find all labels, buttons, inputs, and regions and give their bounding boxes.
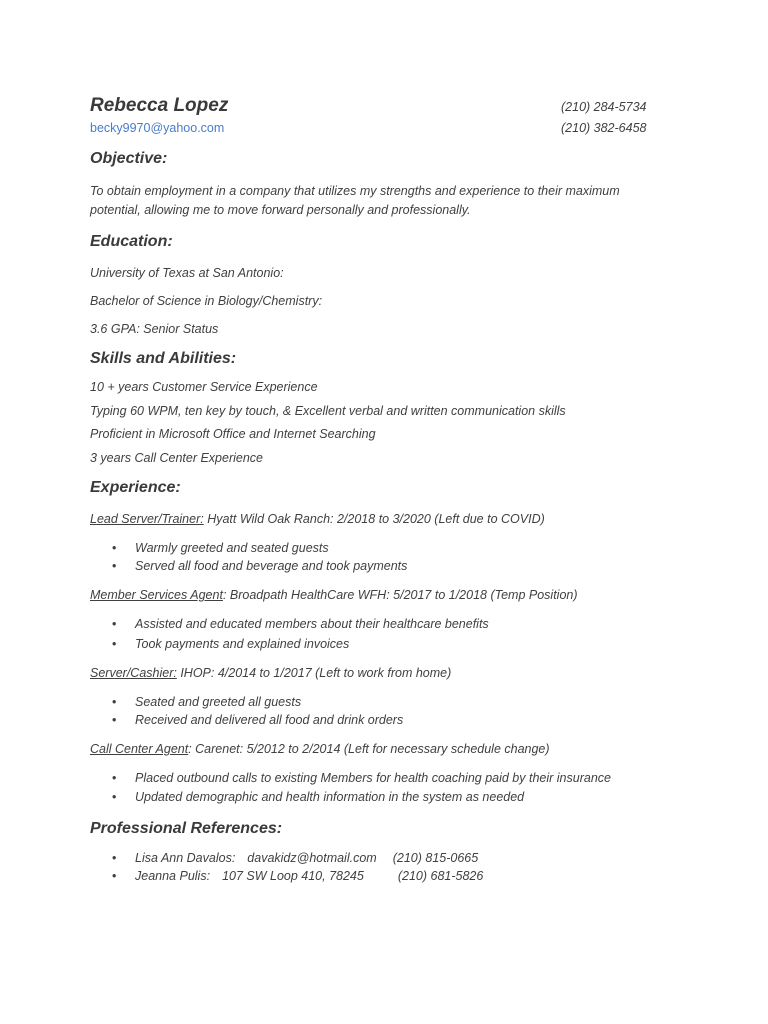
list-item [112,617,489,631]
bullet-icon: • [112,559,117,573]
job-duty: Placed outbound calls to existing Members for health coaching paid by their insurance [135,771,611,785]
skill-line: 10 + years Customer Service Experience [90,380,318,394]
list-item [112,637,349,651]
skill-line: Typing 60 WPM, ten key by touch, & Excellent verbal and written communication skills [90,404,566,418]
skill-line: 3 years Call Center Experience [90,451,263,465]
skill-line: Proficient in Microsoft Office and Internet Searching [90,427,376,441]
job-detail: IHOP: 4/2014 to 1/2017 (Left to work from home) [176,666,452,680]
education-heading: Education: [90,233,173,250]
experience-heading: Experience: [90,479,181,496]
reference-phone: (210) 681-5826 [397,869,484,883]
job-line [90,588,578,602]
reference-contact: 107 SW Loop 410, 78245 [222,869,364,883]
reference-name: Jeanna Pulis: [135,869,211,883]
email-link[interactable]: becky9970@yahoo.com [90,121,225,135]
job-detail: : Carenet: 5/2012 to 2/2014 (Left for necessary schedule change) [188,742,550,756]
list-item [112,771,611,785]
bullet-icon: • [112,869,117,883]
job-title: Lead Server/Trainer: [90,512,204,526]
bullet-icon: • [112,713,117,727]
job-title: Call Center Agent [90,742,189,756]
job-detail: Hyatt Wild Oak Ranch: 2/2018 to 3/2020 (Left due to COVID) [203,512,545,526]
bullet-icon: • [112,637,117,651]
bullet-icon: • [112,541,117,555]
job-line [90,742,550,756]
list-item [112,559,407,573]
phone-primary: (210) 284-5734 [561,100,647,114]
job-title: Server/Cashier: [90,666,177,680]
phone-secondary: (210) 382-6458 [561,121,647,135]
objective-heading: Objective: [90,150,168,167]
bullet-icon: • [112,617,117,631]
reference-contact: davakidz@hotmail.com [247,851,377,865]
reference-item [112,851,478,865]
job-duty: Seated and greeted all guests [135,695,302,709]
job-duty: Warmly greeted and seated guests [135,541,329,555]
list-item [112,790,524,804]
bullet-icon: • [112,790,117,804]
education-line: Bachelor of Science in Biology/Chemistry: [90,294,323,308]
job-duty: Updated demographic and health information in the system as needed [135,790,525,804]
job-line [90,512,545,526]
job-detail: : Broadpath HealthCare WFH: 5/2017 to 1/2018 (Temp Position) [222,588,578,602]
job-duty: Served all food and beverage and took payments [135,559,408,573]
bullet-icon: • [112,771,117,785]
job-duty: Received and delivered all food and drink orders [135,713,404,727]
applicant-name: Rebecca Lopez [90,95,229,116]
objective-text: To obtain employment in a company that utilizes my strengths and experience to their maximum potential, allowing me to move forward personally and professionally. [90,184,620,217]
skills-heading: Skills and Abilities: [90,350,237,367]
education-line: 3.6 GPA: Senior Status [90,322,219,336]
job-line [90,666,451,680]
bullet-icon: • [112,851,117,865]
job-duty: Assisted and educated members about their healthcare benefits [135,617,489,631]
list-item [112,713,403,727]
job-title: Member Services Agent [90,588,223,602]
reference-phone: (210) 815-0665 [392,851,479,865]
references-heading: Professional References: [90,820,283,837]
list-item [112,695,301,709]
bullet-icon: • [112,695,117,709]
reference-item [112,869,483,883]
job-duty: Took payments and explained invoices [135,637,350,651]
education-line: University of Texas at San Antonio: [90,266,284,280]
reference-name: Lisa Ann Davalos: [135,851,236,865]
list-item [112,541,329,555]
